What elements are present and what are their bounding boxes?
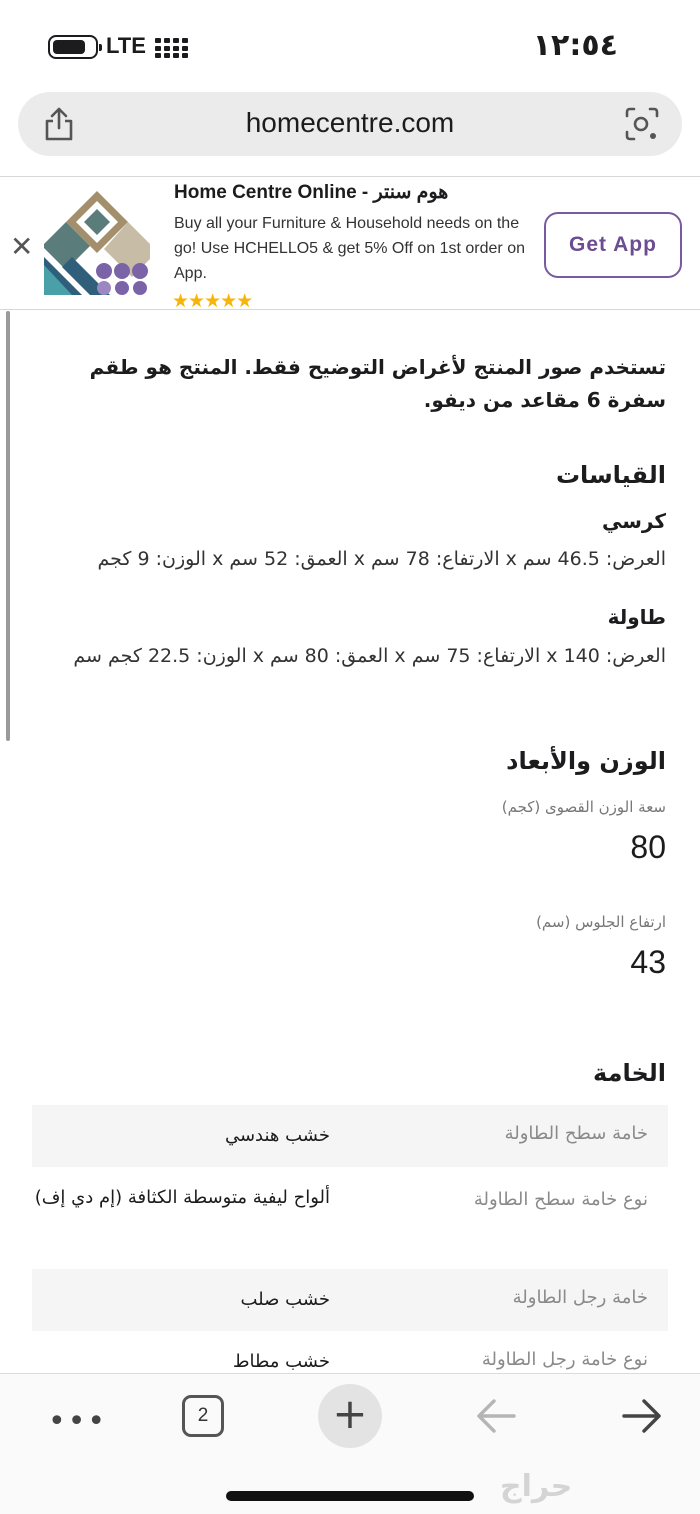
status-bar [0, 0, 700, 88]
haraj-watermark: حراج [500, 1469, 573, 1504]
new-tab-button[interactable]: + [318, 1384, 382, 1448]
material-heading: الخامة [593, 1059, 666, 1087]
chair-heading: كرسي [602, 509, 666, 533]
back-arrow-icon[interactable] [474, 1396, 518, 1436]
forward-arrow-icon[interactable] [620, 1396, 664, 1436]
material-value: خشب هندسي [224, 1125, 330, 1146]
smart-app-banner [0, 176, 700, 310]
max-weight-label: سعة الوزن القصوى (كجم) [501, 798, 666, 816]
address-bar[interactable] [18, 92, 682, 156]
material-value: خشب صلب [240, 1289, 330, 1310]
product-details [0, 311, 700, 1373]
table-row [32, 1269, 668, 1331]
table-dimensions: العرض: 140 x الارتفاع: 75 سم x العمق: 80 سم x الوزن: 22.5 كجم سم [73, 645, 666, 667]
material-table [32, 1105, 668, 1373]
more-options-button[interactable]: ••• [48, 1404, 108, 1439]
home-indicator[interactable] [226, 1491, 474, 1501]
seat-height-value: 43 [630, 944, 666, 980]
browser-toolbar [0, 1373, 700, 1514]
max-weight-value: 80 [630, 829, 666, 865]
banner-title: Home Centre Online - هوم سنتر [174, 182, 449, 203]
table-row [32, 1105, 668, 1167]
visual-search-icon[interactable] [624, 106, 660, 142]
scroll-indicator[interactable] [6, 311, 10, 741]
dimensions-heading: القياسات [555, 461, 666, 489]
table-row [32, 1331, 668, 1373]
material-value: ألواح ليفية متوسطة الكثافة (إم دي إف) [34, 1187, 330, 1208]
material-key: خامة رجل الطاولة [512, 1287, 648, 1308]
home-centre-logo [42, 187, 152, 297]
clock: ١٢:٥٤ [532, 28, 618, 63]
material-value: خشب مطاط [232, 1351, 330, 1372]
signal-strength-icon [155, 36, 191, 58]
battery-icon [48, 35, 98, 59]
banner-description: Buy all your Furniture & Household needs on the go! Use HCHELLO5 & get 5% Off on 1st order on App. [174, 215, 525, 282]
tabs-button[interactable]: 2 [182, 1395, 224, 1437]
weight-dimensions-heading: الوزن والأبعاد [506, 747, 666, 775]
table-row [32, 1167, 668, 1269]
chair-dimensions: العرض: 46.5 سم x الارتفاع: 78 سم x العمق: 52 سم x الوزن: 9 كجم [97, 548, 666, 570]
image-disclaimer: تستخدم صور المنتج لأغراض التوضيح فقط. المنتج هو طقم سفرة 6 مقاعد من ديفو. [89, 355, 666, 412]
rating-stars: ★★★★★ [172, 290, 253, 310]
get-app-button[interactable]: Get App [544, 212, 682, 278]
url-text[interactable]: homecentre.com [245, 107, 455, 138]
material-key: نوع خامة رجل الطاولة [481, 1349, 648, 1370]
material-key: نوع خامة سطح الطاولة [473, 1189, 648, 1210]
material-key: خامة سطح الطاولة [504, 1123, 648, 1144]
table-heading: طاولة [607, 605, 666, 629]
network-type: LTE [106, 33, 146, 58]
seat-height-label: ارتفاع الجلوس (سم) [536, 913, 666, 931]
close-icon[interactable]: ✕ [10, 230, 34, 263]
